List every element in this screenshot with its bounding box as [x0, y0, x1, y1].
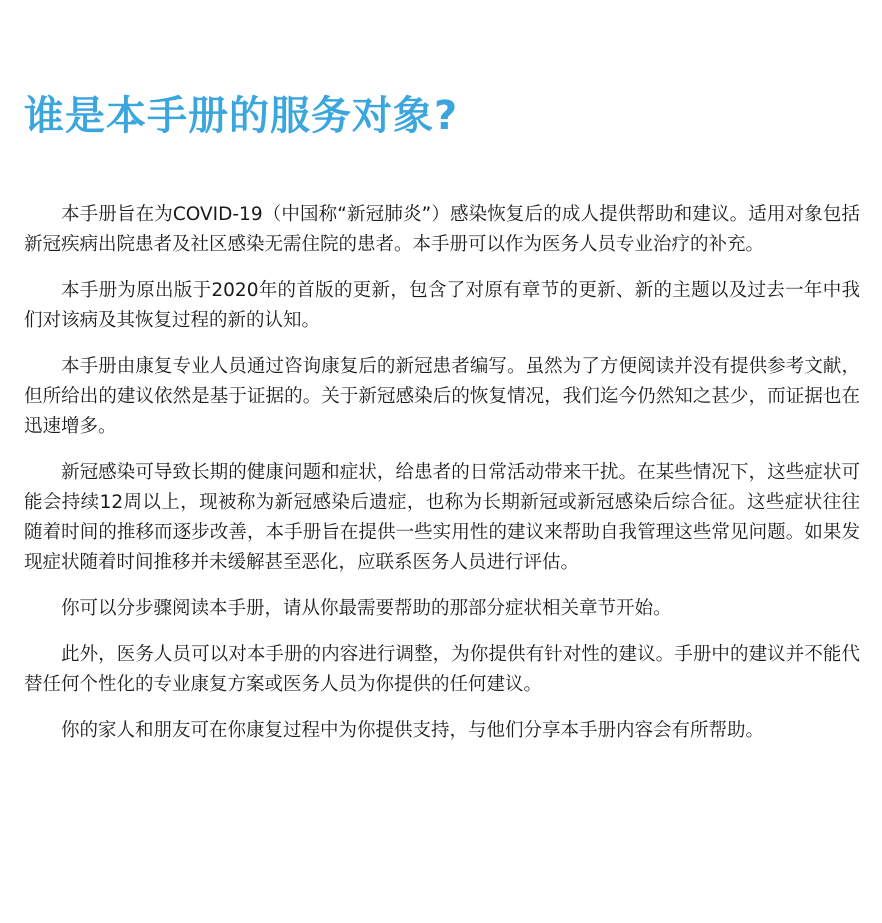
body-text: [24, 200, 860, 762]
paragraph-reading-guide: 你可以分步骤阅读本手册，请从你最需要帮助的那部分症状相关章节开始。: [61, 598, 672, 619]
paragraph-professional-advice: 此外，医务人员可以对本手册的内容进行调整，为你提供有针对性的建议。手册中的建议并不能代替任何个性化的专业康复方案或医务人员为你提供的任何建议。: [24, 644, 860, 695]
paragraph-family-support: 你的家人和朋友可在你康复过程中为你提供支持，与他们分享本手册内容会有所帮助。: [61, 720, 765, 741]
paragraph-update: 本手册为原出版于2020年的首版的更新，包含了对原有章节的更新、新的主题以及过去一年中我们对该病及其恢复过程的新的认知。: [24, 280, 860, 331]
paragraph-intro: 本手册旨在为COVID-19（中国称“新冠肺炎”）感染恢复后的成人提供帮助和建议。适用对象包括新冠疾病出院患者及社区感染无需住院的患者。本手册可以作为医务人员专业治疗的补充。: [24, 204, 860, 255]
page-title: 谁是本手册的服务对象?: [24, 93, 459, 139]
paragraph-authorship: 本手册由康复专业人员通过咨询康复后的新冠患者编写。虽然为了方便阅读并没有提供参考文献，但所给出的建议依然是基于证据的。关于新冠感染后的恢复情况，我们迄今仍然知之甚少，而证据也在迅速增多。: [24, 356, 860, 437]
paragraph-long-covid: 新冠感染可导致长期的健康问题和症状，给患者的日常活动带来干扰。在某些情况下，这些症状可能会持续12周以上，现被称为新冠感染后遗症，也称为长期新冠或新冠感染后综合征。这些症状往往随着时间的推移而逐步改善，本手册旨在提供一些实用性的建议来帮助自我管理这些常见问题。如果发现症状随着时间推移并未缓解甚至恶化，应联系医务人员进行评估。: [24, 462, 860, 573]
